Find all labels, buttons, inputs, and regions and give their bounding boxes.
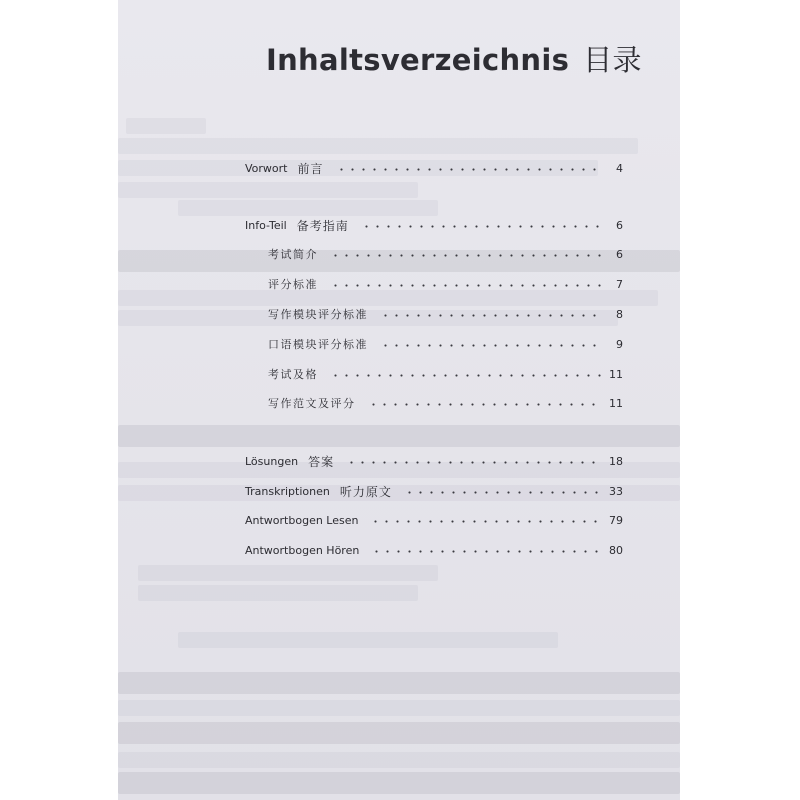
toc-entry-label-de: Transkriptionen bbox=[245, 484, 330, 498]
toc-entry-label-de: Antwortbogen Lesen bbox=[245, 513, 359, 527]
show-through-line bbox=[118, 138, 638, 154]
show-through-line bbox=[178, 632, 558, 648]
leader-dots bbox=[368, 398, 602, 409]
page-title-zh: 目录 bbox=[583, 43, 642, 77]
leader-dots bbox=[330, 279, 601, 290]
show-through-line bbox=[118, 182, 418, 198]
leader-dots bbox=[380, 309, 601, 320]
leader-dots bbox=[346, 456, 601, 467]
toc-entry-label-zh: 写作范文及评分 bbox=[268, 397, 356, 410]
toc-page-number: 18 bbox=[609, 454, 623, 468]
toc-page-number: 11 bbox=[609, 367, 623, 381]
toc-page-number: 11 bbox=[609, 396, 623, 410]
leader-dots bbox=[330, 249, 601, 260]
toc-subentry[interactable] bbox=[268, 393, 623, 413]
toc-page-number: 9 bbox=[616, 337, 623, 351]
toc-entry-vorwort[interactable] bbox=[245, 158, 623, 178]
toc-page-number: 8 bbox=[616, 307, 623, 321]
toc-entry-antwortbogen-hoeren[interactable] bbox=[245, 540, 623, 560]
show-through-line bbox=[178, 200, 438, 216]
show-through-line bbox=[138, 585, 418, 601]
leader-dots bbox=[380, 339, 601, 350]
show-through-line bbox=[118, 700, 680, 716]
show-through-band bbox=[118, 722, 680, 744]
leader-dots bbox=[361, 220, 601, 231]
toc-page-number: 7 bbox=[616, 277, 623, 291]
show-through-band bbox=[118, 672, 680, 694]
toc-entry-label-zh: 前言 bbox=[297, 161, 324, 176]
show-through-band bbox=[118, 425, 680, 447]
toc-subentry[interactable] bbox=[268, 364, 623, 384]
toc-page-number: 6 bbox=[616, 247, 623, 261]
toc-page-number: 4 bbox=[616, 161, 623, 175]
book-page bbox=[118, 0, 680, 800]
leader-dots bbox=[371, 545, 601, 556]
toc-subentry[interactable] bbox=[268, 244, 623, 264]
toc-subentry[interactable] bbox=[268, 274, 623, 294]
leader-dots bbox=[336, 163, 601, 174]
toc-entry-label-de: Info-Teil bbox=[245, 218, 287, 232]
toc-entry-label-de: Vorwort bbox=[245, 161, 288, 175]
toc-subentry[interactable] bbox=[268, 334, 623, 354]
show-through-line bbox=[138, 565, 438, 581]
toc-entry-label-zh: 评分标准 bbox=[268, 278, 318, 291]
toc-entry-label-zh: 备考指南 bbox=[296, 218, 349, 233]
toc-entry-label-zh: 口语模块评分标准 bbox=[268, 338, 368, 351]
page-title-de: Inhaltsverzeichnis bbox=[266, 43, 570, 77]
toc-entry-antwortbogen-lesen[interactable] bbox=[245, 510, 623, 530]
toc-page-number: 33 bbox=[609, 484, 623, 498]
page-title bbox=[266, 38, 642, 79]
show-through-band bbox=[118, 772, 680, 794]
toc-page-number: 80 bbox=[609, 543, 623, 557]
show-through-line bbox=[118, 752, 680, 768]
toc-entry-info-teil[interactable] bbox=[245, 215, 623, 235]
toc-subentry[interactable] bbox=[268, 304, 623, 324]
toc-entry-label-zh: 答案 bbox=[308, 454, 335, 469]
toc-entry-transkriptionen[interactable] bbox=[245, 481, 623, 501]
leader-dots bbox=[404, 486, 601, 497]
leader-dots bbox=[330, 369, 601, 380]
toc-entry-label-zh: 考试及格 bbox=[268, 368, 318, 381]
toc-entry-loesungen[interactable] bbox=[245, 451, 623, 471]
toc-entry-label-zh: 考试简介 bbox=[268, 248, 318, 261]
toc-page-number: 6 bbox=[616, 218, 623, 232]
show-through-line bbox=[126, 118, 206, 134]
leader-dots bbox=[370, 515, 601, 526]
toc-entry-label-zh: 写作模块评分标准 bbox=[268, 308, 368, 321]
toc-entry-label-de: Lösungen bbox=[245, 454, 299, 468]
toc-page-number: 79 bbox=[609, 513, 623, 527]
toc-entry-label-zh: 听力原文 bbox=[339, 484, 392, 499]
toc-entry-label-de: Antwortbogen Hören bbox=[245, 543, 360, 557]
